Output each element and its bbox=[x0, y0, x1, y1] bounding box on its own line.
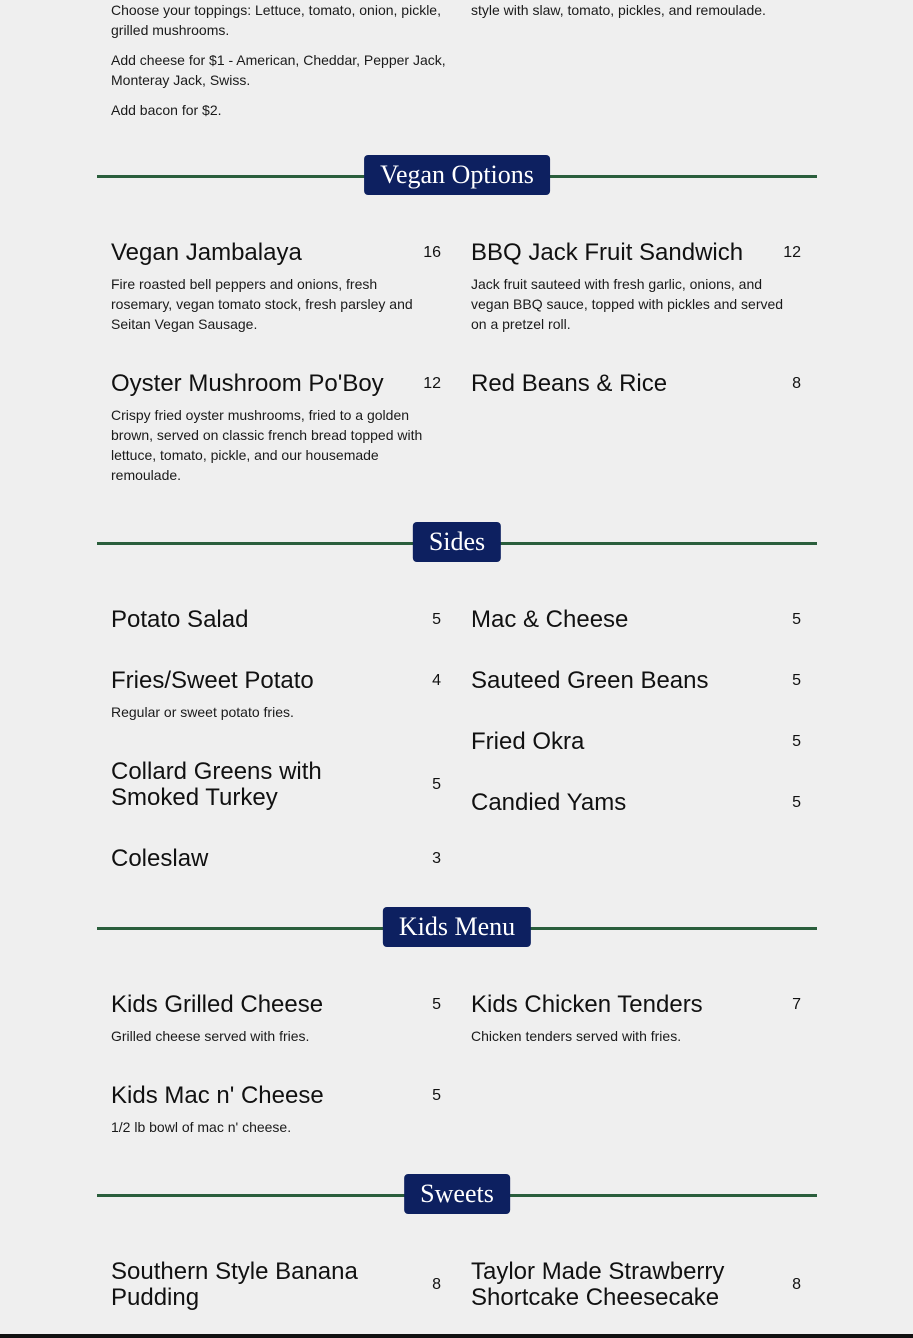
section-header-sweets bbox=[97, 1174, 817, 1214]
section-title-vegan: Vegan Options bbox=[364, 155, 550, 195]
section-title-sweets: Sweets bbox=[404, 1174, 510, 1214]
section-header-sides bbox=[97, 522, 817, 562]
item-price: 5 bbox=[792, 611, 801, 628]
section-header-kids bbox=[97, 907, 817, 947]
item-price: 8 bbox=[792, 1276, 801, 1293]
menu-item-mac-cheese bbox=[471, 607, 801, 633]
item-price: 5 bbox=[432, 996, 441, 1013]
item-price: 5 bbox=[792, 733, 801, 750]
section-header-vegan bbox=[97, 155, 817, 195]
item-price: 5 bbox=[792, 794, 801, 811]
item-price: 5 bbox=[792, 672, 801, 689]
menu-item-fried-okra bbox=[471, 729, 801, 755]
item-price: 5 bbox=[432, 611, 441, 628]
item-name: Candied Yams bbox=[471, 789, 627, 816]
menu-item-kids-mac-cheese bbox=[111, 1083, 441, 1137]
item-description: 1/2 lb bowl of mac n' cheese. bbox=[111, 1119, 292, 1135]
item-name: Kids Mac n' Cheese bbox=[111, 1082, 324, 1109]
item-name: Sauteed Green Beans bbox=[471, 667, 709, 694]
item-name: Coleslaw bbox=[111, 845, 209, 872]
top-left-description bbox=[111, 0, 446, 130]
menu-item-vegan-jambalaya bbox=[111, 240, 441, 334]
section-title-sides: Sides bbox=[413, 522, 501, 562]
item-price: 16 bbox=[423, 244, 441, 261]
menu-item-sauteed-green-beans bbox=[471, 668, 801, 694]
item-name: Oyster Mushroom Po'Boy bbox=[111, 370, 384, 397]
menu-item-potato-salad bbox=[111, 607, 441, 633]
item-name: Kids Grilled Cheese bbox=[111, 991, 324, 1018]
bottom-edge-bar bbox=[0, 1334, 913, 1338]
item-price: 5 bbox=[432, 776, 441, 793]
item-name: Potato Salad bbox=[111, 606, 249, 633]
top-right-description bbox=[471, 0, 801, 30]
section-title-kids: Kids Menu bbox=[383, 907, 531, 947]
item-price: 8 bbox=[432, 1276, 441, 1293]
menu-item-oyster-mushroom-poboy bbox=[111, 371, 441, 485]
item-name: Fries/Sweet Potato bbox=[111, 667, 314, 694]
bacon-addon-text: Add bacon for $2. bbox=[111, 102, 222, 118]
menu-item-fries bbox=[111, 668, 441, 722]
item-price: 12 bbox=[423, 375, 441, 392]
item-description: Fire roasted bell peppers and onions, fresh rosemary, vegan tomato stock, fresh parsley and Seitan Vegan Sausage. bbox=[111, 276, 413, 332]
menu-item-red-beans-rice bbox=[471, 371, 801, 397]
item-price: 8 bbox=[792, 375, 801, 392]
item-description: Crispy fried oyster mushrooms, fried to a golden brown, served on classic french bread topped with lettuce, tomato, pickle, and our housemade remoulade. bbox=[111, 407, 423, 483]
item-description: Jack fruit sauteed with fresh garlic, onions, and vegan BBQ sauce, topped with pickles and served on a pretzel roll. bbox=[471, 276, 784, 332]
item-price: 12 bbox=[783, 244, 801, 261]
menu-item-coleslaw bbox=[111, 846, 441, 872]
item-description: Grilled cheese served with fries. bbox=[111, 1028, 310, 1044]
item-name: Kids Chicken Tenders bbox=[471, 991, 703, 1018]
menu-item-kids-grilled-cheese bbox=[111, 992, 441, 1046]
menu-item-bbq-jack-fruit bbox=[471, 240, 801, 334]
menu-item-strawberry-cheesecake bbox=[471, 1259, 801, 1311]
item-name: Vegan Jambalaya bbox=[111, 239, 302, 266]
item-name: Fried Okra bbox=[471, 728, 585, 755]
menu-item-candied-yams bbox=[471, 790, 801, 816]
item-price: 3 bbox=[432, 850, 441, 867]
item-description: Regular or sweet potato fries. bbox=[111, 704, 294, 720]
previous-item-desc-tail: style with slaw, tomato, pickles, and remoulade. bbox=[471, 2, 766, 18]
item-name: Taylor Made Strawberry Shortcake Cheesecake bbox=[471, 1258, 725, 1311]
item-description: Chicken tenders served with fries. bbox=[471, 1028, 682, 1044]
menu-item-kids-chicken-tenders bbox=[471, 992, 801, 1046]
menu-item-collard-greens bbox=[111, 759, 441, 811]
item-name: Collard Greens with Smoked Turkey bbox=[111, 758, 322, 811]
item-name: Red Beans & Rice bbox=[471, 370, 668, 397]
item-name: Mac & Cheese bbox=[471, 606, 629, 633]
item-name: Southern Style Banana Pudding bbox=[111, 1258, 358, 1311]
item-price: 4 bbox=[432, 672, 441, 689]
menu-item-banana-pudding bbox=[111, 1259, 441, 1311]
item-price: 5 bbox=[432, 1087, 441, 1104]
toppings-text: Choose your toppings: Lettuce, tomato, onion, pickle, grilled mushrooms. bbox=[111, 2, 441, 38]
cheese-addon-text: Add cheese for $1 - American, Cheddar, Pepper Jack, Monteray Jack, Swiss. bbox=[111, 52, 446, 88]
item-name: BBQ Jack Fruit Sandwich bbox=[471, 239, 744, 266]
item-price: 7 bbox=[792, 996, 801, 1013]
